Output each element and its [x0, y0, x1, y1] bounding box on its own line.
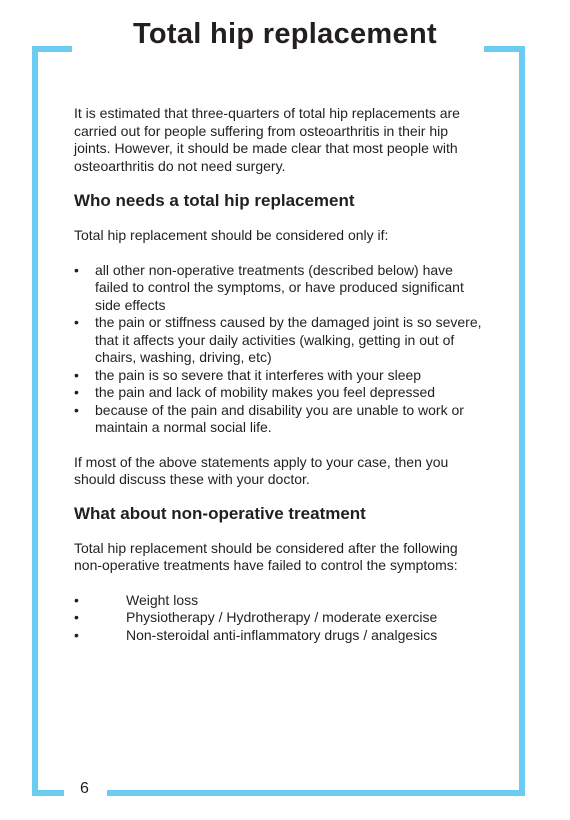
page-content — [74, 105, 482, 644]
list-item-text: the pain is so severe that it interferes with your sleep — [95, 366, 422, 383]
list-item — [74, 262, 482, 315]
list-item-text: Physiotherapy / Hydrotherapy / moderate exercise — [126, 609, 438, 625]
section-heading-non-operative: What about non-operative treatment — [74, 503, 366, 523]
list-item-text: because of the pain and disability you are unable to work or maintain a normal social life. — [95, 401, 464, 435]
frame-left-border — [32, 46, 38, 796]
bullet-icon: • — [74, 384, 79, 400]
bullet-icon: • — [74, 609, 79, 625]
bullet-icon: • — [74, 401, 79, 418]
list-item-text: the pain or stiffness caused by the damaged joint is so severe, that it affects your daily activities (walking, getting in out of chairs, washing, driving, etc) — [95, 314, 482, 365]
frame-bottom-right-border — [107, 790, 525, 796]
page-title: Total hip replacement — [133, 18, 437, 50]
bullet-icon: • — [74, 261, 79, 278]
list-item — [74, 384, 482, 402]
criteria-list — [74, 262, 482, 437]
list-item-text: all other non-operative treatments (described below) have failed to control the symptoms, or have produced significant side effects — [95, 261, 464, 313]
list-item-text: Non-steroidal anti-inflammatory drugs / analgesics — [126, 626, 438, 643]
list-item — [74, 627, 482, 645]
page-number: 6 — [80, 780, 89, 797]
section1-closing: If most of the above statements apply to your case, then you should discuss these with your doctor. — [74, 453, 449, 487]
list-item — [74, 314, 482, 367]
bullet-icon: • — [74, 591, 79, 608]
list-item — [74, 402, 482, 437]
treatments-list — [74, 592, 482, 645]
section-heading-who-needs: Who needs a total hip replacement — [74, 191, 355, 210]
frame-right-border — [519, 46, 525, 796]
section1-lead: Total hip replacement should be considered only if: — [74, 227, 389, 243]
intro-paragraph: It is estimated that three-quarters of total hip replacements are carried out for people suffering from osteoarthritis in their hip joints. However, it should be made clear that most people with osteoarthritis do not need surgery. — [74, 105, 460, 174]
bullet-icon: • — [74, 314, 79, 330]
bullet-icon: • — [74, 626, 79, 643]
bullet-icon: • — [74, 366, 79, 383]
list-item — [74, 609, 482, 627]
list-item — [74, 367, 482, 385]
frame-bottom-left-border — [32, 790, 64, 796]
list-item — [74, 592, 482, 610]
list-item-text: Weight loss — [126, 591, 199, 608]
section2-lead: Total hip replacement should be considered after the following non-operative treatments have failed to control the symptoms: — [74, 539, 458, 573]
list-item-text: the pain and lack of mobility makes you feel depressed — [95, 384, 436, 400]
